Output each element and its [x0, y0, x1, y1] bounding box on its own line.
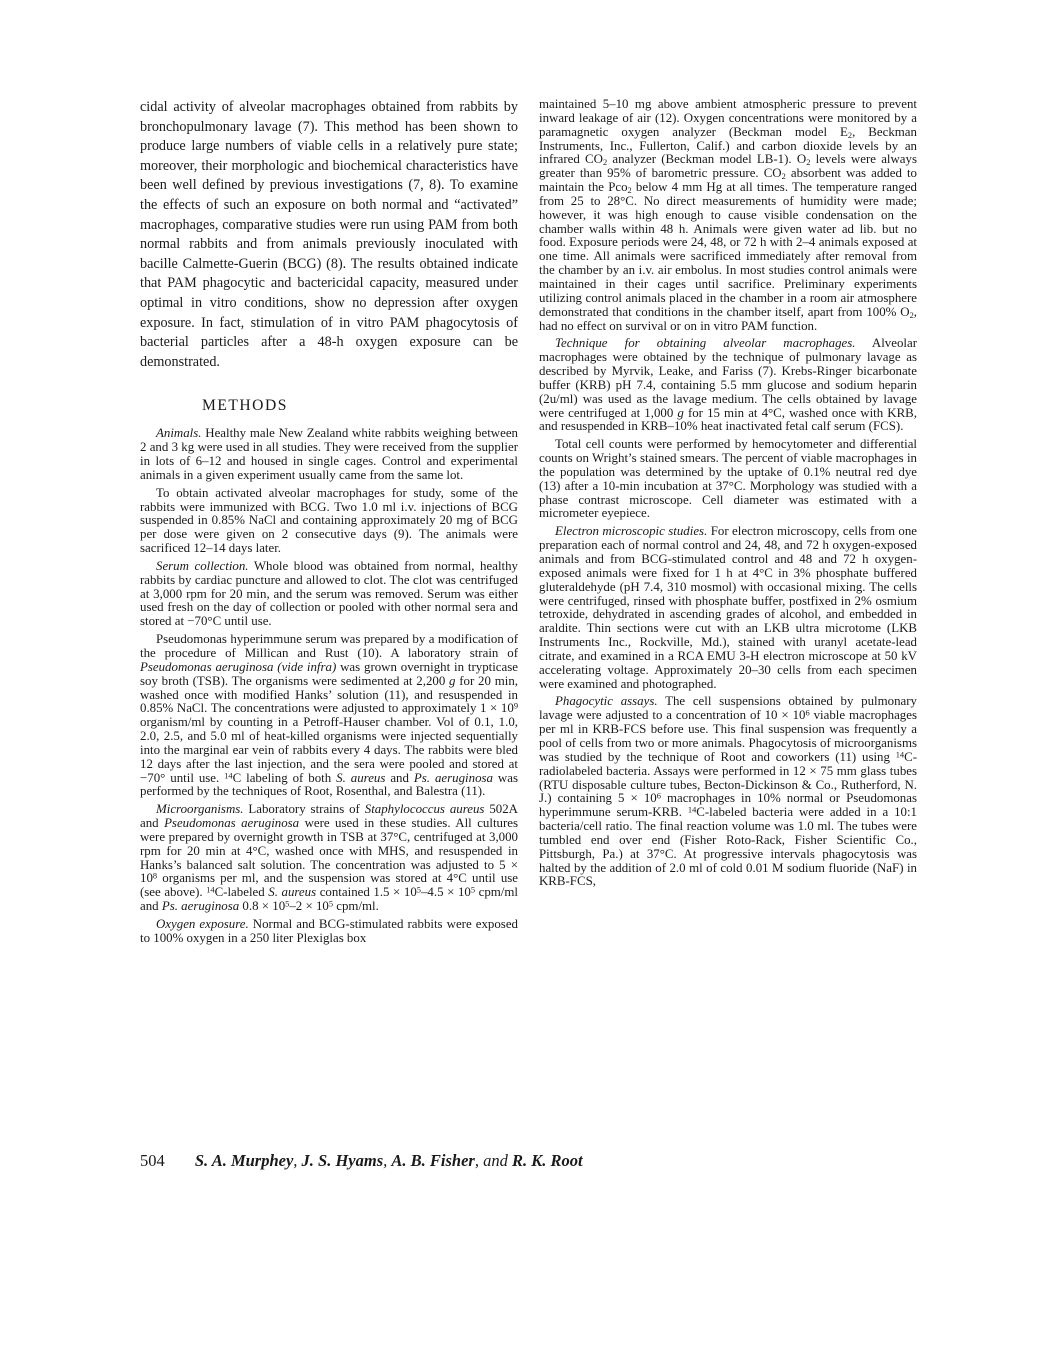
oxygen-exposure-paragraph-continued: maintained 5–10 mg above ambient atmospheric pressure to prevent inward leakage of air (12). Oxygen concentrations were monitored by a paramagnetic oxygen analyzer (Beckman model $E_2$, Beckman Instruments, Inc., Fullerton, Calif.) and carbon dioxide levels by an infrared $CO_2$ analyzer (Beckman model LB-1). $O_2$ levels were always greater than 95% of barometric pressure. $CO_2$ absorbent was added to maintain the Pco$_2$ below 4 mm Hg at all times. The temperature ranged from 25 to 28°C. No direct measurements of humidity were made; however, it was high enough to cause visible condensation on the chamber walls within 48 h. Animals were given water ad lib. but no food. Exposure periods were 24, 48, or 72 h with 2–4 animals exposed at one time. All animals were sacrificed immediately after removal from the chamber by an i.v. air embolus. In most studies control animals were maintained in their cages until sacrifice. Preliminary experiments utilizing control animals placed in the chamber in a room air atmosphere demonstrated that conditions in the chamber itself, apart from 100% $O_2$, had no effect on survival or on in vitro PAM function. [539, 97, 917, 333]
serum-paragraph: Serum collection. Whole blood was obtained from normal, healthy rabbits by cardiac puncture and allowed to clot. The clot was centrifuged at 3,000 rpm for 20 min, and the serum was removed. Serum was either used fresh on the day of collection or pooled with other normal sera and stored at −70°C until use. [140, 558, 518, 629]
electron-microscopy-paragraph: Electron microscopic studies. For electron microscopy, cells from one preparation each of normal control and 24, 48, and 72 h oxygen-exposed animals and from BCG-stimulated control and 48 and 72 h oxygen-exposed animals were fixed for 1 h at 4°C in 3% phosphate buffered gluteraldehyde (pH 7.4, 310 mosmol) with occasional mixing. The cells were centrifuged, rinsed with phosphate buffer, postfixed in 2% osmium tetroxide, dehydrated in ascending grades of alcohol, and embedded in araldite. Thin sections were cut with an LKB ultra microtome (LKB Instruments Inc., Rockville, Md.), stained with uranyl acetate-lead citrate, and examined in a RCA EMU 3-H electron microscope at 50 kV accelerating voltage. Approximately 20–30 cells from each specimen were examined and photographed. [539, 524, 917, 691]
page-footer [140, 1151, 583, 1171]
animals-title: Animals. [156, 426, 202, 441]
animals-paragraph: Animals. Healthy male New Zealand white rabbits weighing between 2 and 3 kg were used in all studies. They were received from the supplier in lots of 6–12 and housed in single cages. Control and experimental animals in a given experiment usually came from the same lot. [140, 426, 518, 482]
bcg-paragraph: To obtain activated alveolar macrophages for study, some of the rabbits were immunized with BCG. Two 1.0 ml i.v. injections of BCG suspended in 0.85% NaCl and containing approximately 20 mg of BCG per dose were given on 2 consecutive days (9). The animals were sacrificed 12–14 days later. [140, 485, 518, 556]
phagocytic-assays-paragraph: Phagocytic assays. The cell suspensions obtained by pulmonary lavage were adjusted to a concentration of $10 \times 10^6$ viable macrophages per ml in KRB-FCS before use. This final suspension was frequently a pool of cells from two or more animals. Phagocytosis of microorganisms was studied by the technique of Root and coworkers (11) using $^{14}$C-radiolabeled bacteria. Assays were performed in 12 × 75 mm glass tubes (RTU disposable culture tubes, Becton-Dickinson & Co., Rutherford, N. J.) containing $5 \times 10^6$ macrophages in 10% normal or Pseudomonas hyperimmune serum-KRB. $^{14}$C-labeled bacteria were added in a 10:1 bacteria/cell ratio. The final reaction volume was 1.0 ml. The tubes were tumbled end over end (Fisher Roto-Rack, Fisher Scientific Co., Pittsburgh, Pa.) at 37°C. At progressive intervals phagocytosis was halted by the addition of 2.0 ml of cold 0.01 M sodium fluoride (NaF) in KRB-FCS, [539, 694, 917, 889]
oxygen-exposure-title: Oxygen exposure. [156, 917, 249, 931]
electron-microscopy-title: Electron microscopic studies. [555, 524, 708, 539]
oxygen-exposure-text: Normal and BCG-stimulated rabbits were exposed to 100% oxygen in a 250 liter Plexiglas box [140, 917, 518, 945]
technique-paragraph: Technique for obtaining alveolar macrophages. Alveolar macrophages were obtained by the technique of pulmonary lavage as described by Myrvik, Leake, and Fariss (7). Krebs-Ringer bicarbonate buffer (KRB) pH 7.4, containing 5.5 mm glucose and sodium heparin (2u/ml) was used as the lavage medium. The cells obtained by lavage were centrifuged at 1,000 g for 15 min at 4°C, washed once with KRB, and resuspended in KRB–10% heat inactivated fetal calf serum (FCS). [539, 336, 917, 434]
page-number: 504 [140, 1151, 165, 1170]
microorganisms-title: Microorganisms. [156, 802, 244, 817]
hyperimmune-paragraph: Pseudomonas hyperimmune serum was prepared by a modification of the procedure of Millican and Rust (10). A laboratory strain of Pseudomonas aeruginosa (vide infra) was grown overnight in trypticase soy broth (TSB). The organisms were sedimented at 2,200 g for 20 min, washed once with modified Hanks’ solution (11), and resuspended in 0.85% NaCl. The concentrations were adjusted to approximately $1 \times 10^9$ organism/ml by counting in a Petroff-Hauser chamber. Vol of 0.1, 1.0, 2.0, 2.5, and 5.0 ml of heat-killed organisms were injected sequentially into the marginal ear vein of rabbits every 4 days. The rabbits were bled 12 days after the last injection, and the sera were pooled and stored at −70° until use. $^{14}$C labeling of both S. aureus and Ps. aeruginosa was performed by the techniques of Root, Rosenthal, and Balestra (11). [140, 632, 518, 799]
right-column [539, 98, 917, 893]
left-column [140, 98, 518, 950]
cell-counts-paragraph: Total cell counts were performed by hemocytometer and differential counts on Wright’s stained smears. The percent of viable macrophages in the population was determined by the uptake of 0.1% neutral red dye (13) after a 10-min incubation at 37°C. Morphology was studied with a phase contrast microscope. Cell diameter was estimated with a micrometer eyepiece. [539, 437, 917, 521]
intro-paragraph: cidal activity of alveolar macrophages obtained from rabbits by bronchopulmonary lavage (7). This method has been shown to produce large numbers of viable cells in a relatively pure state; moreover, their morphologic and biochemical characteristics have been well defined by previous investigations (7, 8). To examine the effects of such an exposure on both normal and “activated” macrophages, comparative studies were run using PAM from both normal rabbits and from animals previously inoculated with bacille Calmette-Guerin (BCG) (8). The results obtained indicate that PAM phagocytic and bactericidal capacity, measured under optimal in vitro conditions, show no depression after oxygen exposure. In fact, stimulation of in vitro PAM phagocytosis of bacterial particles after a 48-h oxygen exposure can be demonstrated. [140, 99, 518, 370]
phagocytic-assays-title: Phagocytic assays. [555, 694, 658, 709]
methods-heading: METHODS [202, 397, 288, 415]
technique-title: Technique for obtaining alveolar macrophages. [555, 336, 856, 351]
serum-title: Serum collection. [156, 558, 249, 573]
microorganisms-paragraph: Microorganisms. Laboratory strains of Staphylococcus aureus 502A and Pseudomonas aeruginosa were used in these studies. All cultures were prepared by overnight growth in TSB at 37°C, centrifuged at 3,000 rpm for 20 min at 4°C, washed once with MHS, and resuspended in Hanks’s balanced salt solution. The concentration was adjusted to $5 \times 10^8$ organisms per ml, and the suspension was stored at 4°C until use (see above). $^{14}$C-labeled S. aureus contained $1.5 \times 10^5-4.5 \times 10^5$ cpm/ml and Ps. aeruginosa $0.8 \times 10^5-2 \times 10^5$ cpm/ml. [140, 802, 519, 914]
running-authors: S. A. Murphey, J. S. Hyams, A. B. Fisher, and R. K. Root [194, 1151, 583, 1170]
oxygen-exposure-paragraph-start [140, 918, 518, 946]
